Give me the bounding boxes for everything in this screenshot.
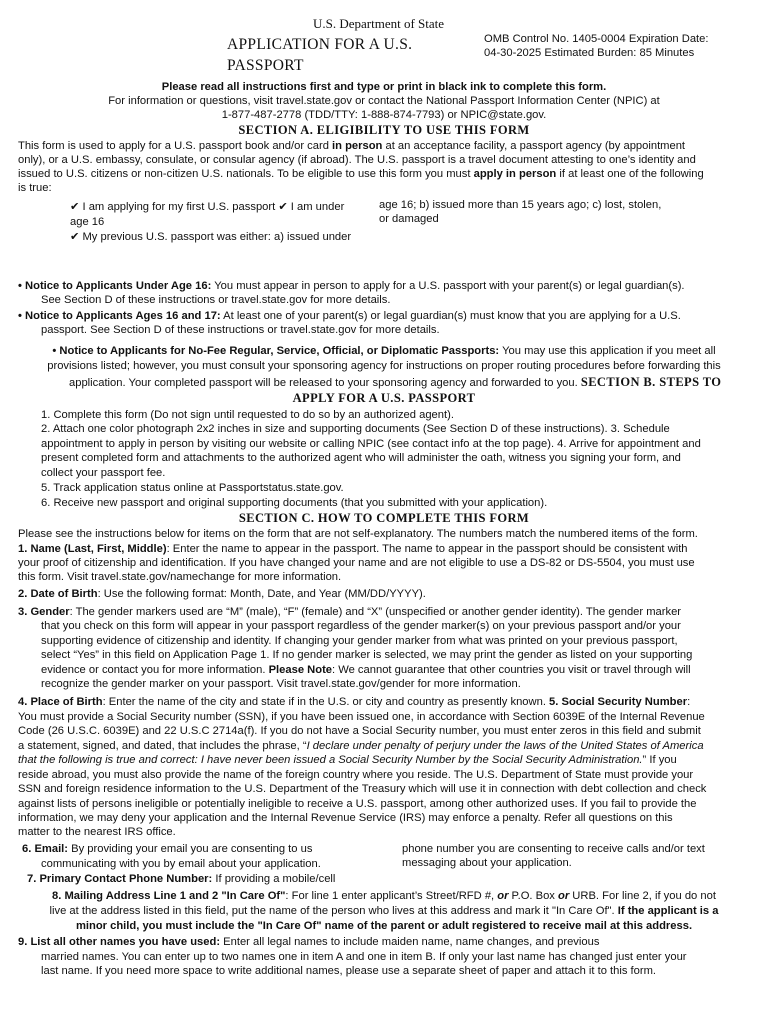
item-5-line-3: Code (26 U.S.C. 6039E) and 22 U.S.C 2714a(f). If you do not have a Social Security number, you must enter zeros in this field and submit <box>18 725 701 737</box>
item-3-line-2: that you check on this form will appear in your passport regardless of the gender marker(s) on your previous passport and/or your <box>41 620 681 632</box>
item-8-bold-1: If the applicant is a <box>617 905 719 917</box>
item-2-label: 2. Date of Birth <box>18 588 98 600</box>
omb-line-2: 04-30-2025 Estimated Burden: 85 Minutes <box>484 46 695 59</box>
please-note-label: Please Note <box>268 664 333 676</box>
item-8-mailing <box>0 889 768 903</box>
step-1: 1. Complete this form (Do not sign until requested to do so by an authorized agent). <box>41 409 454 421</box>
item-5-label: 5. Social Security Number <box>549 696 688 708</box>
step-4-end: collect your passport fee. <box>41 467 166 479</box>
info-line-2: 1-877-487-2778 (TDD/TTY: 1-888-874-7793) or NPIC@state.gov. <box>221 109 547 121</box>
section-b-heading-part-2: APPLY FOR A U.S. PASSPORT <box>292 391 476 405</box>
in-person-emphasis: in person <box>332 140 383 152</box>
item-2-text: : Use the following format: Month, Date, and Year (MM/DD/YYYY). <box>97 588 426 600</box>
item-6-email <box>22 842 312 856</box>
item-1-label: 1. Name (Last, First, Middle) <box>18 543 167 555</box>
item-1-text: : Enter the name to appear in the passport. The name to appear in the passport should be consistent with <box>166 543 688 555</box>
omb-line-1: OMB Control No. 1405-0004 Expiration Date: <box>484 33 709 45</box>
item-5-line-10: matter to the nearest IRS office. <box>18 826 176 838</box>
item-4-5 <box>18 695 690 709</box>
item-5-line5-end: ” If you <box>642 754 677 766</box>
perjury-phrase-2: that the following is true and correct: I have never been issued a Social Security Number by the Social Security Administration. <box>18 754 643 766</box>
form-title-line-2: PASSPORT <box>227 57 304 74</box>
checkbox-item-age: age 16 <box>70 216 105 228</box>
section-b-heading-part-1: SECTION B. STEPS TO <box>580 375 722 389</box>
or-1: or <box>497 890 509 902</box>
form-title-line-1: APPLICATION FOR A U.S. <box>227 36 413 53</box>
item-5-line4-text: a statement, signed, and dated, that includes the phrase, “ <box>18 740 307 752</box>
notice-16-17-text: At least one of your parent(s) or legal guardian(s) must know that you are applying for a U.S. <box>220 310 681 322</box>
notice-no-fee-text: You may use this application if you meet all <box>499 345 716 357</box>
item-5-line-4 <box>18 739 704 753</box>
nofee-line3-text: application. Your completed passport will be released to your sponsoring agency and forwarded to you. <box>69 377 578 389</box>
notice-under-16 <box>18 279 685 293</box>
item-5-line-9: information, we may deny your application and the Internal Revenue Service (IRS) may enforce a penalty. Refer all questions on this <box>18 812 673 824</box>
item-7-label: 7. Primary Contact Phone Number: <box>27 873 213 885</box>
item-5-line-6: reside abroad, you must also provide the name of the foreign country where you reside. The U.S. Department of State must provide your <box>18 769 694 781</box>
item-7-right-line-2: messaging about your application. <box>402 857 572 869</box>
item-8-text: : For line 1 enter applicant’s Street/RFD #, <box>285 890 498 902</box>
section-a-para-line-4: is true: <box>18 182 52 194</box>
checkbox-continuation-line-1: age 16; b) issued more than 15 years ago; c) lost, stolen, <box>379 199 662 211</box>
or-2: or <box>558 890 570 902</box>
notice-16-17 <box>18 309 681 323</box>
item-6-line-2: communicating with you by email about your application. <box>41 858 321 870</box>
notice-no-fee-line-2: provisions listed; however, you must consult your sponsoring agency for instructions on proper routing procedures before forwarding this <box>47 360 721 372</box>
item-3-line-5 <box>41 663 691 677</box>
notice-under-16-text: You must appear in person to apply for a U.S. passport with your parent(s) or legal guardian(s). <box>211 280 685 292</box>
section-c-heading: SECTION C. HOW TO COMPLETE THIS FORM <box>238 511 530 525</box>
section-c-intro: Please see the instructions below for items on the form that are not self-explanatory. The numbers match the numbered items of the form. <box>18 528 698 540</box>
step-3-4: appointment to apply in person by visiting our website or calling NPIC (see contact info at the top page). 4. Arrive for appointment and <box>41 438 701 450</box>
section-a-para-line-1 <box>18 139 685 153</box>
item-5-line-8: against lists of persons ineligible or potentially ineligible to receive a U.S. passport, among other authorized uses. If you fail to provide the <box>18 798 697 810</box>
step-6: 6. Receive new passport and original supporting documents (that you submitted with your application). <box>41 497 548 509</box>
item-7-text: If providing a mobile/cell <box>212 873 336 885</box>
item-3-line5-text: evidence or contact you for more information. <box>41 664 269 676</box>
item-9-line-3: last name. If you need more space to write additional names, please use a separate sheet of paper and attach it to this form. <box>41 965 657 977</box>
step-5: 5. Track application status online at Passportstatus.state.gov. <box>41 482 344 494</box>
item-8-pobox: P.O. Box <box>508 890 558 902</box>
para-a1-text: This form is used to apply for a U.S. passport book and/or card <box>18 140 333 152</box>
item-9-text: Enter all legal names to include maiden name, name changes, and previous <box>220 936 600 948</box>
form-title <box>227 34 412 76</box>
para-a1-text-end: at an acceptance facility, a passport agency (by appointment <box>382 140 686 152</box>
item-6-label: 6. Email: <box>22 843 69 855</box>
notice-under-16-cont: See Section D of these instructions or travel.state.gov for more details. <box>41 294 391 306</box>
info-line-1: For information or questions, visit travel.state.gov or contact the National Passport Information Center (NPIC) at <box>108 95 660 107</box>
item-3-line5-end: : We cannot guarantee that other countries you visit or travel through will <box>332 664 691 676</box>
item-1-line-2: your proof of citizenship and identification. If you have changed your name and are not eligible to use a DS-82 or DS-5504, you must use <box>18 557 695 569</box>
item-8-label: 8. Mailing Address Line 1 and 2 "In Care Of" <box>52 890 286 902</box>
item-6-text: By providing your email you are consenting to us <box>68 843 313 855</box>
section-a-para-line-2: only), or a U.S. embassy, consulate, or consular agency (if abroad). The U.S. passport is a travel document attesting to one’s identity and <box>18 154 696 166</box>
item-3-line-3: supporting evidence of citizenship and identity. If changing your gender marker from what was printed on your previous passport, <box>41 635 678 647</box>
item-4-text: : Enter the name of the city and state if in the U.S. or city and country as presently known. <box>102 696 550 708</box>
item-2-dob <box>18 587 426 601</box>
step-4-cont: present completed form and attachments to the authorized agent who will administer the oath, witness you signing your form, and <box>41 452 681 464</box>
item-3-text: : The gender markers used are “M” (male), “F” (female) and “X” (unspecified or another gender identity). The gender marker <box>69 606 682 618</box>
item-3-line-4: select “Yes” in this field on Application Page 1. If no gender marker is selected, we may print the gender as listed on your supporting <box>41 649 693 661</box>
item-7-phone <box>27 872 335 886</box>
item-9-other-names <box>18 935 599 949</box>
para-a3-text: issued to U.S. citizens or non-citizen U.S. nationals. To be eligible to use this form you must <box>18 168 474 180</box>
notice-16-17-cont: passport. See Section D of these instructions or travel.state.gov for more details. <box>41 324 440 336</box>
item-8-line-3: minor child, you must include the "In Care Of" name of the parent or adult registered to receive mail at this address. <box>75 920 693 932</box>
item-3-line-6: recognize the gender marker on your passport. Visit travel.state.gov/gender for more information. <box>41 678 521 690</box>
notice-16-17-label: • Notice to Applicants Ages 16 and 17: <box>18 310 221 322</box>
omb-control-block <box>484 33 709 60</box>
notice-no-fee-label: • Notice to Applicants for No-Fee Regular, Service, Official, or Diplomatic Passports: <box>52 345 500 357</box>
item-9-line-2: married names. You can enter up to two names one in item A and one in item B. If only your last name has changed just enter your <box>41 951 687 963</box>
item-9-label: 9. List all other names you have used: <box>18 936 221 948</box>
apply-in-person-emphasis: apply in person <box>473 168 557 180</box>
item-8-end: URB. For line 2, if you do not <box>569 890 716 902</box>
notice-no-fee-line-3 <box>69 375 721 390</box>
instructions-notice: Please read all instructions first and type or print in black ink to complete this form. <box>161 81 607 93</box>
item-1-name <box>18 542 688 556</box>
notice-under-16-label: • Notice to Applicants Under Age 16: <box>18 280 212 292</box>
item-1-line-3: this form. Visit travel.state.gov/namechange for more information. <box>18 571 342 583</box>
perjury-phrase-1: I declare under penalty of perjury under the laws of the United States of America <box>306 740 704 752</box>
para-a3-text-end: if at least one of the following <box>556 168 704 180</box>
department-name: U.S. Department of State <box>313 16 445 31</box>
checkbox-continuation-line-2: or damaged <box>379 213 439 225</box>
step-2-3: 2. Attach one color photograph 2x2 inches in size and supporting documents (See Section D of these instructions). 3. Schedule <box>41 423 670 435</box>
item-5-line-2: You must provide a Social Security number (SSN), if you have been issued one, in accordance with Section 6039E of the Internal Revenue <box>18 711 705 723</box>
item-5-line-7: SSN and foreign residence information to the U.S. Department of the Treasury which will use it in connection with debt collection and check <box>18 783 707 795</box>
item-3-gender <box>18 605 681 619</box>
section-a-heading: SECTION A. ELIGIBILITY TO USE THIS FORM <box>238 123 530 137</box>
item-5-colon: : <box>687 696 691 708</box>
notice-no-fee <box>0 344 768 358</box>
checkbox-item-previous-passport: ✔ My previous U.S. passport was either: a) issued under <box>70 231 352 243</box>
item-8-line2-text: live at the address listed in this field, put the name of the person who lives at this address and mark it "In Care Of". <box>49 905 618 917</box>
checkbox-item-first-passport: ✔ I am applying for my first U.S. passport ✔ I am under <box>70 201 345 213</box>
item-5-line-5 <box>18 753 677 767</box>
item-7-right-line-1: phone number you are consenting to receive calls and/or text <box>402 843 705 855</box>
item-4-label: 4. Place of Birth <box>18 696 103 708</box>
item-3-label: 3. Gender <box>18 606 70 618</box>
item-8-line-2 <box>0 904 768 918</box>
section-a-para-line-3 <box>18 167 704 181</box>
